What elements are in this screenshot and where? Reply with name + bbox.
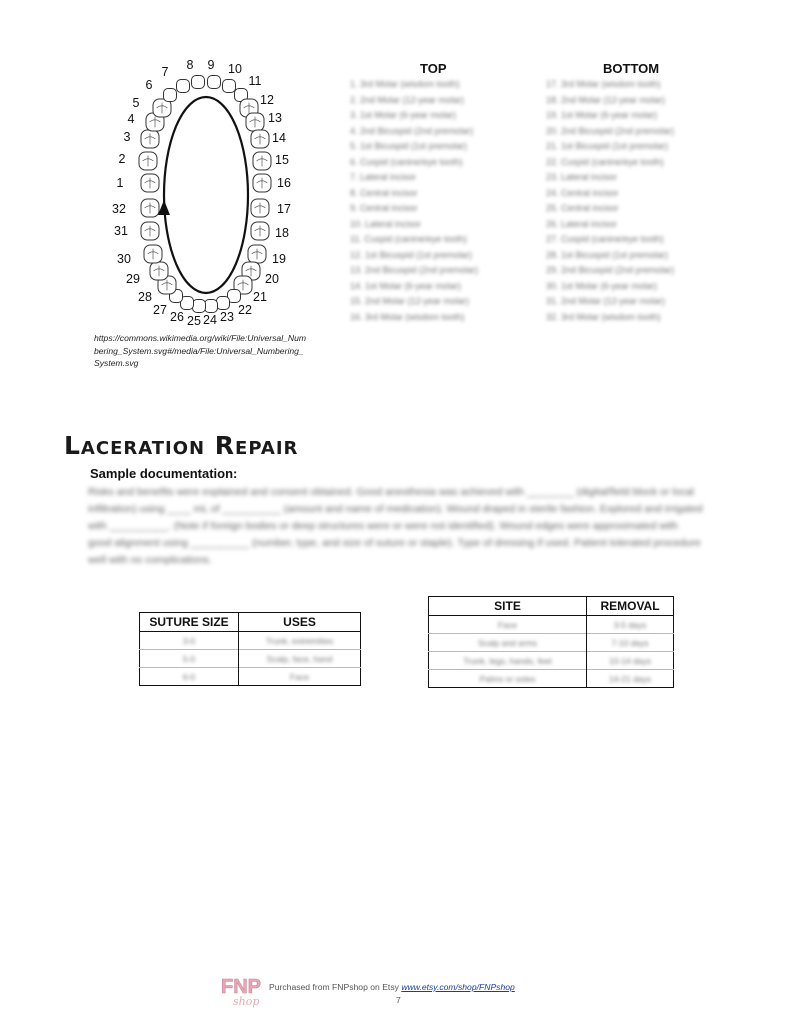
top_list-item: 2. 2nd Molar (12-year molar) (350, 94, 465, 105)
top_list-item: 3. 1st Molar (6-year molar) (350, 110, 457, 120)
tooth-number: 24 (203, 313, 217, 327)
tooth-number: 26 (170, 310, 184, 324)
tooth-number: 25 (187, 314, 201, 328)
tooth-number: 3 (123, 130, 131, 144)
top_list-item: 11. Cuspid (canine/eye tooth) (350, 234, 467, 244)
bottom_list-item: 24. Central incisor (546, 187, 619, 198)
bottom_list-item: 17. 3rd Molar (wisdom tooth) (546, 79, 661, 89)
bottom_list-item: 18. 2nd Molar (12-year molar) (546, 94, 666, 105)
logo-sub-text: shop (233, 995, 260, 1008)
tooth-number: 1 (116, 176, 124, 190)
tooth-number: 31 (114, 224, 128, 238)
table-cell: Face (498, 619, 517, 630)
bottom_list-item: 23. Lateral incisor (546, 172, 618, 182)
bottom_list-item: 27. Cuspid (canine/eye tooth) (546, 234, 664, 244)
removal-table (428, 596, 674, 688)
table-cell: 6-0 (140, 668, 239, 686)
top_list-item: 4. 2nd Bicuspid (2nd premolar) (350, 125, 474, 136)
table-cell: Trunk, legs, hands, feet (429, 652, 587, 670)
tooth-shape (205, 300, 218, 313)
table-cell: 3-0 (182, 635, 196, 646)
footer-purchased-text: Purchased from FNPshop on Etsy (269, 982, 402, 992)
etsy-shop-link[interactable]: www.etsy.com/shop/FNPshop (401, 982, 515, 992)
top_list-item: 7. Lateral incisor (350, 172, 417, 182)
top_list-item: 8. Central incisor (350, 187, 418, 198)
bottom-teeth-list (546, 77, 674, 325)
tooth-number: 17 (277, 202, 291, 216)
tooth-number: 13 (268, 111, 282, 125)
top_list-item: 12. 1st Bicuspid (1st premolar) (350, 249, 473, 260)
sample-documentation-label: Sample documentation: (90, 466, 238, 481)
tooth-number: 7 (161, 65, 169, 79)
top_list-item: 14. 1st Molar (6-year molar) (350, 280, 462, 291)
bottom_list-item: 30. 1st Molar (6-year molar) (546, 280, 658, 291)
tooth-number: 14 (272, 131, 286, 145)
bottom_list-item: 31. 2nd Molar (12-year molar) (546, 296, 666, 306)
tooth-number: 2 (118, 152, 126, 166)
table-cell: Scalp and arms (429, 634, 587, 652)
top-teeth-list (350, 77, 478, 325)
table-row (140, 650, 361, 668)
tooth-number: 12 (260, 93, 274, 107)
tooth-number: 16 (277, 176, 291, 190)
arrow-up-icon (158, 200, 170, 215)
numbering-direction-arc (164, 97, 248, 293)
table-cell: 3-5 days (587, 616, 674, 634)
section-title: Laceration Repair (64, 431, 299, 460)
table-cell: 10-14 days (587, 652, 674, 670)
bottom_list-item: 22. Cuspid (canine/eye tooth) (546, 156, 664, 167)
suture-table (139, 612, 361, 686)
table-row (429, 652, 674, 670)
bottom-header: BOTTOM (603, 61, 660, 76)
tooth-number: 15 (275, 153, 289, 167)
tooth-number: 18 (275, 226, 289, 240)
tooth-number: 8 (186, 58, 194, 72)
bottom_list-item: 32. 3rd Molar (wisdom tooth) (546, 311, 661, 322)
tooth-number: 4 (127, 112, 135, 126)
top_list-item: 6. Cuspid (canine/eye tooth) (350, 156, 463, 167)
bottom_list-item: 29. 2nd Bicuspid (2nd premolar) (546, 265, 675, 275)
tooth-number: 32 (112, 202, 126, 216)
top_list-item: 5. 1st Bicuspid (1st premolar) (350, 141, 468, 151)
table-row (429, 616, 674, 634)
tooth-number: 9 (207, 58, 215, 72)
uses-header: USES (239, 613, 361, 632)
tooth-shape (208, 76, 221, 89)
table-row (140, 668, 361, 686)
top_list-item: 15. 2nd Molar (12-year molar) (350, 296, 470, 306)
bottom_list-item: 26. Lateral incisor (546, 218, 618, 229)
bottom_list-item: 19. 1st Molar (6-year molar) (546, 110, 658, 120)
table-row (140, 632, 361, 650)
table-cell: 5-0 (140, 650, 239, 668)
fnp-shop-logo (219, 971, 265, 1009)
tooth-number: 5 (132, 96, 140, 110)
tooth-number: 10 (228, 62, 242, 76)
tooth-shape (192, 76, 205, 89)
tooth-shape (193, 300, 206, 313)
top_list-item: 10. Lateral incisor (350, 218, 422, 229)
tooth-number: 28 (138, 290, 152, 304)
tooth-shape (177, 80, 190, 93)
table-cell: Trunk, extremities (239, 632, 361, 650)
tooth-number: 11 (248, 74, 262, 88)
tooth-number: 22 (238, 303, 252, 317)
table-cell: Palms or soles (429, 670, 587, 688)
top_list-item: 16. 3rd Molar (wisdom tooth) (350, 311, 465, 322)
page-number: 7 (396, 995, 401, 1005)
top_list-item: 1. 3rd Molar (wisdom tooth) (350, 79, 460, 89)
tooth-number: 19 (272, 252, 286, 266)
top_list-item: 9. Central incisor (350, 203, 418, 213)
tooth-number: 21 (253, 290, 267, 304)
tooth-shape (217, 297, 230, 310)
site-header: SITE (429, 597, 587, 616)
tooth-shape (164, 89, 177, 102)
sample-documentation-text: Risks and benefits were explained and consent obtained. Good anesthesia was achieved with ________ (digital/field block or local infiltration) using ____ mL of __________ (amount and name of medication). Wound draped in sterile fashion. Explored and irrigated with __________. (Note if foreign bodies or deep structures were or were not identified). Wound edges were approximated with good alignment using __________ (number, type, and size of suture or staple). Type of dressing if used. Patient tolerated procedure well with no complications. (88, 486, 703, 566)
bottom_list-item: 21. 1st Bicuspid (1st premolar) (546, 141, 669, 151)
table-cell: 14-21 days (587, 670, 674, 688)
logo-main-text: FNP (221, 976, 261, 998)
table-row (429, 670, 674, 688)
tooth-chart-diagram (110, 55, 300, 335)
bottom_list-item: 25. Central incisor (546, 203, 619, 213)
tooth-number: 23 (220, 310, 234, 324)
tooth-number: 27 (153, 303, 167, 317)
tooth-number: 30 (117, 252, 131, 266)
top-header: TOP (420, 61, 447, 76)
bottom_list-item: 28. 1st Bicuspid (1st premolar) (546, 249, 669, 260)
top_list-item: 13. 2nd Bicuspid (2nd premolar) (350, 265, 479, 275)
table-cell: 7-10 days (587, 634, 674, 652)
table-row (429, 634, 674, 652)
image-credit: https://commons.wikimedia.org/wiki/File:Universal_Numbering_System.svg#/media/File:Universal_Numbering_System.svg (94, 333, 307, 368)
footer-purchase-note (269, 982, 515, 992)
tooth-number: 20 (265, 272, 279, 286)
table-cell: Face (239, 668, 361, 686)
tooth-number: 29 (126, 272, 140, 286)
tooth-number: 6 (145, 78, 153, 92)
suture-size-header: SUTURE SIZE (140, 613, 239, 632)
table-cell: Scalp, face, hand (239, 650, 361, 668)
tooth-shape (223, 80, 236, 93)
bottom_list-item: 20. 2nd Bicuspid (2nd premolar) (546, 125, 675, 136)
removal-header: REMOVAL (587, 597, 674, 616)
